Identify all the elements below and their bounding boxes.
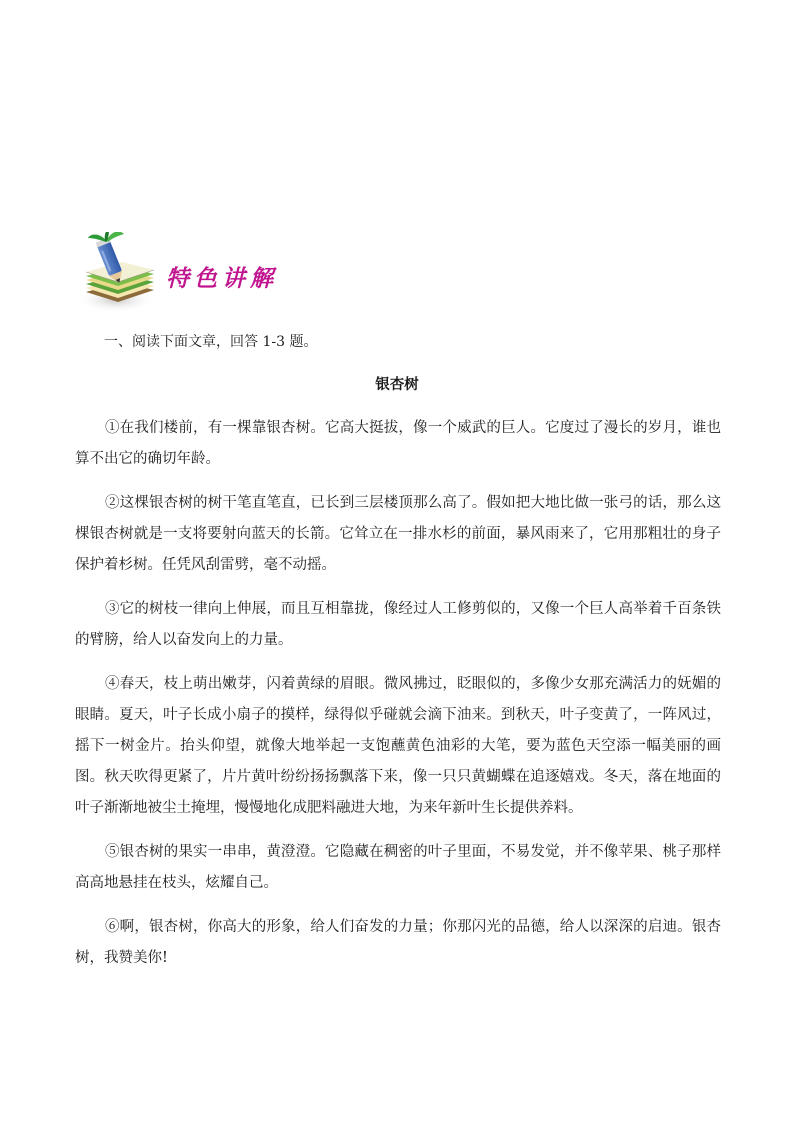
article-paragraph-2: ②这棵银杏树的树干笔直笔直，已长到三层楼顶那么高了。假如把大地比做一张弓的话，那么这棵银杏树就是一支将要射向蓝天的长箭。它耸立在一排水杉的前面，暴风雨来了，它用那粗壮的身子保护着杉树。任凭风刮雷劈，毫不动摇。: [75, 495, 721, 573]
book-stack-pencil-icon: [74, 232, 160, 314]
article-title: 银杏树: [375, 377, 419, 393]
article-paragraph-5: ⑤银杏树的果实一串串，黄澄澄。它隐藏在稠密的叶子里面，不易发觉，并不像苹果、桃子那样高高地悬挂在枝头，炫耀自己。: [75, 844, 721, 891]
article-paragraph-1: ①在我们楼前，有一棵靠银杏树。它高大挺拔，像一个威武的巨人。它度过了漫长的岁月，谁也算不出它的确切年龄。: [75, 420, 721, 467]
article-paragraph-6: ⑥啊，银杏树，你高大的形象，给人们奋发的力量；你那闪光的品德，给人以深深的启迪。银杏树，我赞美你!: [75, 919, 721, 966]
section-title: 特色讲解: [166, 266, 278, 292]
article-paragraph-4: ④春天，枝上萌出嫩芽，闪着黄绿的眉眼。微风拂过，眨眼似的，多像少女那充满活力的妩媚的眼睛。夏天，叶子长成小扇子的摸样，绿得似乎碰就会滴下油来。到秋天，叶子变黄了，一阵风过，摇下一树金片。抬头仰望，就像大地举起一支饱蘸黄色油彩的大笔，要为蓝色天空添一幅美丽的画图。秋天吹得更紧了，片片黄叶纷纷扬扬飘落下来，像一只只黄蝴蝶在追逐嬉戏。冬天，落在地面的叶子渐渐地被尘土掩埋，慢慢地化成肥料融进大地，为来年新叶生长提供养料。: [75, 676, 721, 816]
section-header: [74, 232, 304, 314]
article-paragraph-3: ③它的树枝一律向上伸展，而且互相靠拢，像经过人工修剪似的，又像一个巨人高举着千百条铁的臂膀，给人以奋发向上的力量。: [75, 601, 721, 648]
question-instruction: 一、阅读下面文章，回答 1-3 题。: [104, 334, 318, 350]
article-body: [75, 413, 721, 987]
